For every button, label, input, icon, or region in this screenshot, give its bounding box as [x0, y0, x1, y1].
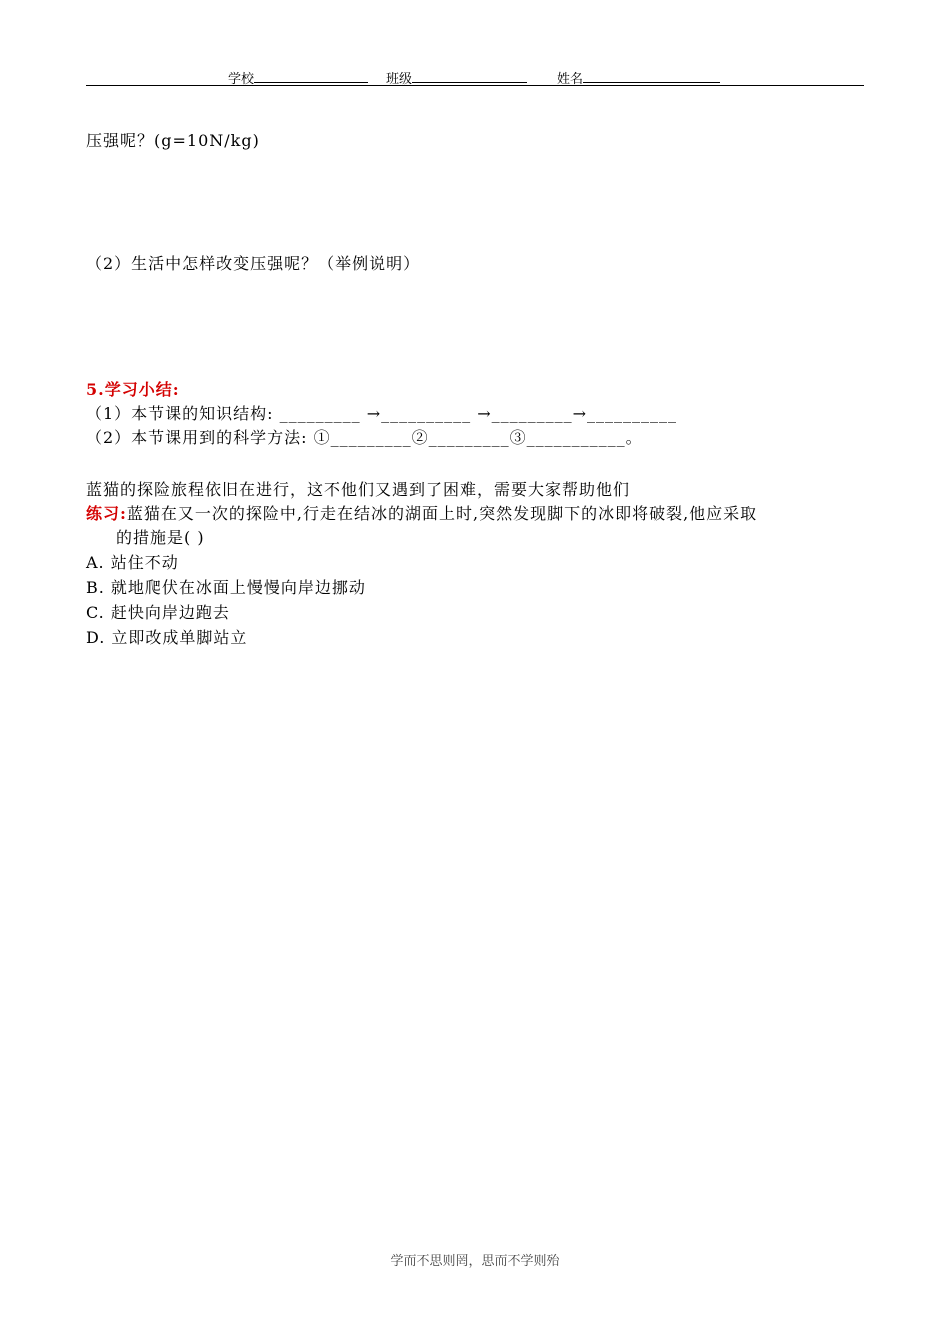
option-a[interactable]: A. 站住不动 — [86, 553, 179, 572]
school-label: 学校 — [228, 72, 255, 87]
exercise-text: 蓝猫在又一次的探险中,行走在结冰的湖面上时,突然发现脚下的冰即将破裂,他应采取 — [126, 504, 758, 523]
name-blank[interactable] — [583, 70, 720, 83]
option-d[interactable]: D. 立即改成单脚站立 — [86, 628, 248, 647]
summary-item-1: （1）本节课的知识结构: _________ →__________ →_________→__________ — [86, 404, 678, 423]
name-label: 姓名 — [557, 72, 584, 87]
exercise-text-continued: 的措施是( ) — [116, 528, 205, 547]
question-2: （2）生活中怎样改变压强呢？（举例说明） — [86, 254, 421, 273]
class-blank[interactable] — [412, 70, 527, 83]
page-header — [86, 66, 864, 86]
pressure-question: 压强呢？(g=10N/kg) — [86, 131, 260, 150]
exercise-label: 练习: — [86, 504, 127, 523]
school-field — [228, 68, 368, 87]
name-field — [557, 68, 720, 87]
intro-text: 蓝猫的探险旅程依旧在进行，这不他们又遇到了困难，需要大家帮助他们 — [86, 480, 631, 499]
option-c[interactable]: C. 赶快向岸边跑去 — [86, 603, 230, 622]
summary-item-2: （2）本节课用到的科学方法: ①_________②_________③___________。 — [86, 428, 643, 447]
option-b[interactable]: B. 就地爬伏在冰面上慢慢向岸边挪动 — [86, 578, 366, 597]
footer-motto: 学而不思则罔，思而不学则殆 — [390, 1254, 560, 1269]
class-label: 班级 — [386, 72, 413, 87]
class-field — [386, 68, 527, 87]
exercise-line — [86, 501, 757, 524]
summary-title: 5.学习小结: — [86, 380, 180, 399]
school-blank[interactable] — [254, 70, 368, 83]
